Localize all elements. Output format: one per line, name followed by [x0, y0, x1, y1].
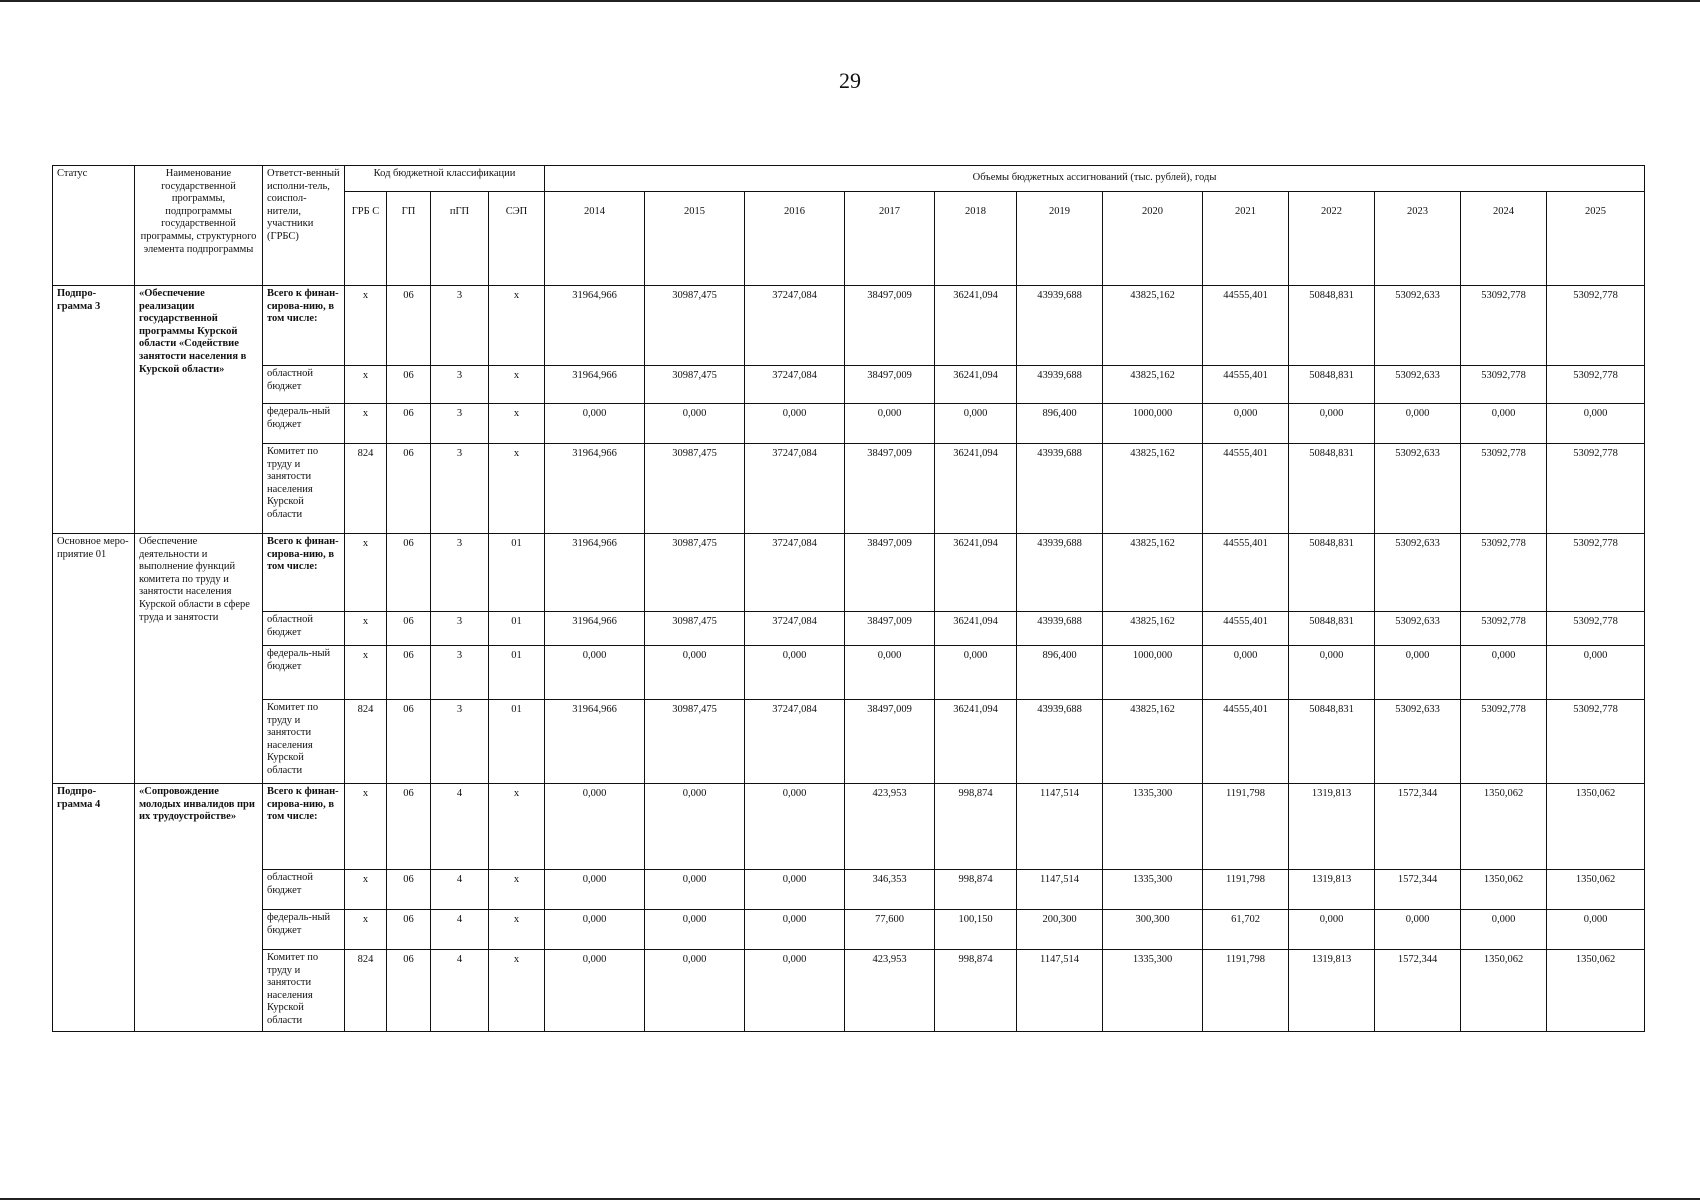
value-cell: 43939,688	[1017, 612, 1103, 646]
code-cell: х	[345, 534, 387, 612]
row-executor: федераль-ный бюджет	[263, 910, 345, 950]
value-cell: 0,000	[745, 910, 845, 950]
value-cell: 53092,778	[1461, 444, 1547, 534]
value-cell: 1319,813	[1289, 950, 1375, 1032]
value-cell: 0,000	[1289, 404, 1375, 444]
value-cell: 1350,062	[1547, 950, 1645, 1032]
value-cell: 896,400	[1017, 404, 1103, 444]
value-cell: 0,000	[545, 646, 645, 700]
code-cell: х	[489, 950, 545, 1032]
value-cell: 30987,475	[645, 700, 745, 784]
code-cell: 06	[387, 444, 431, 534]
code-cell: 01	[489, 646, 545, 700]
value-cell: 31964,966	[545, 534, 645, 612]
value-cell: 0,000	[1289, 910, 1375, 950]
value-cell: 61,702	[1203, 910, 1289, 950]
value-cell: 1147,514	[1017, 950, 1103, 1032]
code-cell: х	[489, 910, 545, 950]
value-cell: 0,000	[545, 870, 645, 910]
value-cell: 44555,401	[1203, 366, 1289, 404]
table-row	[53, 910, 1645, 950]
value-cell: 43939,688	[1017, 366, 1103, 404]
header-row-1	[53, 166, 1645, 192]
value-cell: 43825,162	[1103, 444, 1203, 534]
value-cell: 1319,813	[1289, 870, 1375, 910]
value-cell: 0,000	[1461, 404, 1547, 444]
value-cell: 1350,062	[1547, 784, 1645, 870]
code-cell: 06	[387, 286, 431, 366]
group-status: Подпро-грамма 3	[53, 286, 135, 534]
code-cell: 824	[345, 950, 387, 1032]
value-cell: 31964,966	[545, 700, 645, 784]
value-cell: 1350,062	[1461, 950, 1547, 1032]
value-cell: 37247,084	[745, 534, 845, 612]
code-cell: х	[345, 366, 387, 404]
value-cell: 0,000	[745, 784, 845, 870]
value-cell: 38497,009	[845, 444, 935, 534]
value-cell: 0,000	[1547, 646, 1645, 700]
value-cell: 300,300	[1103, 910, 1203, 950]
header-year-2018: 2018	[935, 192, 1017, 286]
value-cell: 36241,094	[935, 366, 1017, 404]
value-cell: 0,000	[1547, 404, 1645, 444]
value-cell: 43939,688	[1017, 444, 1103, 534]
value-cell: 0,000	[1461, 910, 1547, 950]
value-cell: 53092,778	[1547, 534, 1645, 612]
header-year-2015: 2015	[645, 192, 745, 286]
value-cell: 36241,094	[935, 700, 1017, 784]
group-name: «Обеспечение реализации государственной программы Курской области «Содействие занятости населения в Курской области»	[135, 286, 263, 534]
value-cell: 50848,831	[1289, 366, 1375, 404]
group-name: Обеспечение деятельности и выполнение функций комитета по труду и занятости населения Курской области в сфере труда и занятости	[135, 534, 263, 784]
code-cell: 06	[387, 366, 431, 404]
code-cell: х	[345, 612, 387, 646]
code-cell: 06	[387, 700, 431, 784]
value-cell: 37247,084	[745, 700, 845, 784]
value-cell: 53092,778	[1461, 612, 1547, 646]
header-name: Наименование государственной программы, подпрограммы государственной программы, структурного элемента подпрограммы	[135, 166, 263, 286]
code-cell: х	[489, 286, 545, 366]
code-cell: 3	[431, 286, 489, 366]
table-row	[53, 286, 1645, 366]
table-row	[53, 646, 1645, 700]
value-cell: 0,000	[1547, 910, 1645, 950]
value-cell: 53092,633	[1375, 700, 1461, 784]
value-cell: 1191,798	[1203, 784, 1289, 870]
value-cell: 53092,778	[1461, 366, 1547, 404]
code-cell: 3	[431, 366, 489, 404]
header-year-2023: 2023	[1375, 192, 1461, 286]
value-cell: 998,874	[935, 950, 1017, 1032]
value-cell: 53092,633	[1375, 612, 1461, 646]
value-cell: 53092,633	[1375, 534, 1461, 612]
header-code-1: ГП	[387, 192, 431, 286]
value-cell: 0,000	[845, 646, 935, 700]
row-executor: Всего к финан-сирова-нию, в том числе:	[263, 286, 345, 366]
code-cell: 824	[345, 700, 387, 784]
value-cell: 1572,344	[1375, 870, 1461, 910]
value-cell: 38497,009	[845, 286, 935, 366]
value-cell: 50848,831	[1289, 534, 1375, 612]
value-cell: 30987,475	[645, 534, 745, 612]
value-cell: 53092,633	[1375, 444, 1461, 534]
value-cell: 50848,831	[1289, 612, 1375, 646]
value-cell: 30987,475	[645, 444, 745, 534]
value-cell: 0,000	[545, 950, 645, 1032]
page-number: 29	[839, 68, 861, 93]
value-cell: 53092,633	[1375, 286, 1461, 366]
code-cell: 4	[431, 870, 489, 910]
table-row	[53, 444, 1645, 534]
value-cell: 53092,778	[1547, 286, 1645, 366]
header-executor: Ответст-венный исполни-тель, соиспол-нители, участники (ГРБС)	[263, 166, 345, 286]
value-cell: 423,953	[845, 950, 935, 1032]
value-cell: 1000,000	[1103, 404, 1203, 444]
value-cell: 43939,688	[1017, 534, 1103, 612]
value-cell: 30987,475	[645, 286, 745, 366]
code-cell: х	[345, 404, 387, 444]
code-cell: 06	[387, 612, 431, 646]
scan-edge-top	[0, 0, 1700, 2]
code-cell: 06	[387, 534, 431, 612]
code-cell: 01	[489, 534, 545, 612]
value-cell: 0,000	[545, 910, 645, 950]
code-cell: 4	[431, 784, 489, 870]
value-cell: 1350,062	[1547, 870, 1645, 910]
value-cell: 200,300	[1017, 910, 1103, 950]
header-year-2014: 2014	[545, 192, 645, 286]
value-cell: 0,000	[1203, 646, 1289, 700]
value-cell: 43825,162	[1103, 286, 1203, 366]
value-cell: 0,000	[645, 646, 745, 700]
value-cell: 100,150	[935, 910, 1017, 950]
value-cell: 0,000	[745, 950, 845, 1032]
group-status: Подпро-грамма 4	[53, 784, 135, 1032]
value-cell: 998,874	[935, 870, 1017, 910]
budget-table	[52, 165, 1645, 1032]
code-cell: 3	[431, 700, 489, 784]
value-cell: 50848,831	[1289, 286, 1375, 366]
header-year-2024: 2024	[1461, 192, 1547, 286]
value-cell: 31964,966	[545, 612, 645, 646]
value-cell: 1572,344	[1375, 784, 1461, 870]
row-executor: областной бюджет	[263, 366, 345, 404]
code-cell: 06	[387, 950, 431, 1032]
value-cell: 38497,009	[845, 534, 935, 612]
value-cell: 0,000	[1375, 910, 1461, 950]
value-cell: 1191,798	[1203, 950, 1289, 1032]
value-cell: 53092,778	[1547, 612, 1645, 646]
header-code-group: Код бюджетной классификации	[345, 166, 545, 192]
value-cell: 1335,300	[1103, 784, 1203, 870]
code-cell: 06	[387, 404, 431, 444]
row-executor: федераль-ный бюджет	[263, 404, 345, 444]
code-cell: 3	[431, 534, 489, 612]
value-cell: 44555,401	[1203, 286, 1289, 366]
code-cell: 824	[345, 444, 387, 534]
row-executor: Комитет по труду и занятости населения Курской области	[263, 950, 345, 1032]
value-cell: 44555,401	[1203, 700, 1289, 784]
header-code-3: СЭП	[489, 192, 545, 286]
code-cell: х	[489, 870, 545, 910]
value-cell: 44555,401	[1203, 534, 1289, 612]
value-cell: 53092,633	[1375, 366, 1461, 404]
code-cell: х	[345, 910, 387, 950]
value-cell: 0,000	[645, 870, 745, 910]
value-cell: 1350,062	[1461, 870, 1547, 910]
value-cell: 37247,084	[745, 444, 845, 534]
value-cell: 53092,778	[1547, 444, 1645, 534]
value-cell: 0,000	[1375, 646, 1461, 700]
value-cell: 38497,009	[845, 700, 935, 784]
value-cell: 0,000	[745, 646, 845, 700]
value-cell: 1147,514	[1017, 870, 1103, 910]
value-cell: 1000,000	[1103, 646, 1203, 700]
table-row	[53, 870, 1645, 910]
value-cell: 0,000	[1375, 404, 1461, 444]
code-cell: 3	[431, 612, 489, 646]
value-cell: 0,000	[645, 910, 745, 950]
row-executor: Всего к финан-сирова-нию, в том числе:	[263, 784, 345, 870]
value-cell: 896,400	[1017, 646, 1103, 700]
value-cell: 346,353	[845, 870, 935, 910]
value-cell: 36241,094	[935, 534, 1017, 612]
table-row	[53, 700, 1645, 784]
value-cell: 43825,162	[1103, 612, 1203, 646]
value-cell: 38497,009	[845, 366, 935, 404]
value-cell: 43825,162	[1103, 366, 1203, 404]
row-executor: Комитет по труду и занятости населения Курской области	[263, 700, 345, 784]
code-cell: 01	[489, 700, 545, 784]
code-cell: 06	[387, 870, 431, 910]
row-executor: федераль-ный бюджет	[263, 646, 345, 700]
value-cell: 998,874	[935, 784, 1017, 870]
code-cell: х	[345, 286, 387, 366]
header-year-2021: 2021	[1203, 192, 1289, 286]
table-row	[53, 404, 1645, 444]
table-row	[53, 366, 1645, 404]
value-cell: 77,600	[845, 910, 935, 950]
row-executor: Всего к финан-сирова-нию, в том числе:	[263, 534, 345, 612]
header-year-2022: 2022	[1289, 192, 1375, 286]
value-cell: 53092,778	[1461, 286, 1547, 366]
code-cell: х	[489, 404, 545, 444]
value-cell: 38497,009	[845, 612, 935, 646]
header-year-2020: 2020	[1103, 192, 1203, 286]
code-cell: 3	[431, 444, 489, 534]
value-cell: 36241,094	[935, 444, 1017, 534]
value-cell: 43825,162	[1103, 534, 1203, 612]
value-cell: 37247,084	[745, 612, 845, 646]
value-cell: 423,953	[845, 784, 935, 870]
code-cell: 3	[431, 646, 489, 700]
value-cell: 0,000	[745, 404, 845, 444]
header-year-2016: 2016	[745, 192, 845, 286]
value-cell: 0,000	[1461, 646, 1547, 700]
value-cell: 1319,813	[1289, 784, 1375, 870]
value-cell: 44555,401	[1203, 612, 1289, 646]
value-cell: 36241,094	[935, 612, 1017, 646]
value-cell: 0,000	[645, 950, 745, 1032]
code-cell: 01	[489, 612, 545, 646]
value-cell: 1335,300	[1103, 870, 1203, 910]
value-cell: 43825,162	[1103, 700, 1203, 784]
value-cell: 0,000	[545, 404, 645, 444]
header-year-2019: 2019	[1017, 192, 1103, 286]
value-cell: 31964,966	[545, 444, 645, 534]
header-code-0: ГРБ С	[345, 192, 387, 286]
code-cell: 4	[431, 950, 489, 1032]
code-cell: 3	[431, 404, 489, 444]
row-executor: областной бюджет	[263, 612, 345, 646]
value-cell: 36241,094	[935, 286, 1017, 366]
value-cell: 0,000	[935, 404, 1017, 444]
value-cell: 1335,300	[1103, 950, 1203, 1032]
header-code-2: пГП	[431, 192, 489, 286]
value-cell: 0,000	[935, 646, 1017, 700]
code-cell: х	[489, 366, 545, 404]
value-cell: 44555,401	[1203, 444, 1289, 534]
table-row	[53, 950, 1645, 1032]
value-cell: 1191,798	[1203, 870, 1289, 910]
value-cell: 53092,778	[1461, 700, 1547, 784]
value-cell: 0,000	[1203, 404, 1289, 444]
value-cell: 0,000	[1289, 646, 1375, 700]
group-name: «Сопровождение молодых инвалидов при их трудоустройстве»	[135, 784, 263, 1032]
code-cell: 06	[387, 784, 431, 870]
value-cell: 0,000	[645, 784, 745, 870]
value-cell: 0,000	[845, 404, 935, 444]
header-status: Статус	[53, 166, 135, 286]
value-cell: 37247,084	[745, 366, 845, 404]
value-cell: 43939,688	[1017, 286, 1103, 366]
code-cell: х	[345, 784, 387, 870]
header-year-2017: 2017	[845, 192, 935, 286]
code-cell: 06	[387, 910, 431, 950]
table-row	[53, 534, 1645, 612]
value-cell: 53092,778	[1461, 534, 1547, 612]
value-cell: 50848,831	[1289, 444, 1375, 534]
value-cell: 30987,475	[645, 612, 745, 646]
table-row	[53, 612, 1645, 646]
value-cell: 31964,966	[545, 366, 645, 404]
value-cell: 1350,062	[1461, 784, 1547, 870]
value-cell: 50848,831	[1289, 700, 1375, 784]
value-cell: 0,000	[545, 784, 645, 870]
value-cell: 1572,344	[1375, 950, 1461, 1032]
value-cell: 53092,778	[1547, 366, 1645, 404]
code-cell: х	[345, 646, 387, 700]
code-cell: х	[489, 444, 545, 534]
value-cell: 0,000	[745, 870, 845, 910]
code-cell: х	[345, 870, 387, 910]
value-cell: 53092,778	[1547, 700, 1645, 784]
code-cell: 4	[431, 910, 489, 950]
value-cell: 31964,966	[545, 286, 645, 366]
code-cell: х	[489, 784, 545, 870]
value-cell: 43939,688	[1017, 700, 1103, 784]
table-row	[53, 784, 1645, 870]
row-executor: областной бюджет	[263, 870, 345, 910]
row-executor: Комитет по труду и занятости населения Курской области	[263, 444, 345, 534]
header-volumes-group: Объемы бюджетных ассигнований (тыс. рублей), годы	[545, 166, 1645, 192]
group-status: Основное меро-приятие 01	[53, 534, 135, 784]
value-cell: 0,000	[645, 404, 745, 444]
code-cell: 06	[387, 646, 431, 700]
value-cell: 30987,475	[645, 366, 745, 404]
value-cell: 1147,514	[1017, 784, 1103, 870]
value-cell: 37247,084	[745, 286, 845, 366]
header-year-2025: 2025	[1547, 192, 1645, 286]
